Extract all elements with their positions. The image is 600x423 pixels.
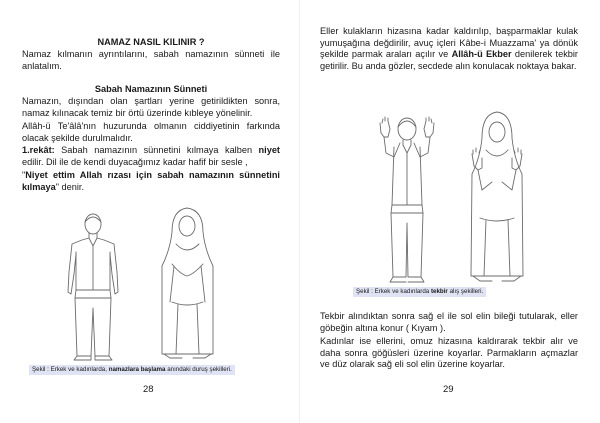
page-title: NAMAZ NASIL KILINIR ?: [97, 37, 205, 47]
caption-bold: tekbir: [430, 288, 448, 295]
allahu-ekber: Allâh-ü Ekber: [451, 49, 512, 60]
standing-man-illustration: [58, 212, 128, 362]
tekbir-paragraph: [320, 26, 578, 72]
caption-text-b: alış şekilleri.: [447, 288, 484, 295]
page-number: 29: [443, 384, 454, 395]
tekbir-text-b: denilerek tekbir getirilir. Bu anda gözler, secdede alın konulacak noktaya bakar.: [320, 49, 578, 71]
page-number: 28: [143, 384, 154, 395]
women-paragraph: Kadınlar ise ellerini, omuz hizasına kaldırarak tekbir alır ve daha sonra göğüsleri üzerine koyarlar. Parmakların açmazlar ve düz olarak sağ eli sol elin üzerine koyarlar.: [320, 336, 578, 370]
right-page: [300, 0, 600, 423]
caption-text-a: Şekil : Erkek ve kadınlarda,: [32, 366, 109, 373]
quote-bold: Niyet ettim Allah rızası için sabah namazının sünnetini kılmaya: [22, 170, 280, 192]
quote-close: " denir.: [55, 181, 85, 192]
figure-caption-tekbir: [353, 287, 486, 297]
rekat-label: 1.rekât:: [22, 145, 55, 155]
rekat-text-a: Sabah namazının sünnetini kılmaya kalben: [54, 145, 259, 155]
standing-woman-illustration: [150, 204, 225, 362]
rekat-text-b: edilir. Dil ile de kendi duyacağımız kadar hafif bir sesle ,: [22, 156, 248, 167]
man-tekbir-illustration: [372, 115, 442, 285]
preparation-paragraph: Namazın, dışından olan şartları yerine getirildikten sonra, namaz kılınacak temiz bir örtü üzerinde kıbleye yönelinir.: [22, 96, 280, 118]
caption-text-a: Şekil : Erkek ve kadınlarda: [356, 288, 431, 295]
quote-open: ": [22, 170, 26, 180]
intro-paragraph: Namaz kılmanın ayrıntılarını, sabah namazının sünneti ile anlatalım.: [22, 49, 280, 71]
tekbir-text-a: Eller kulakların hizasına kadar kaldırılıp, başparmaklar kulak yumuşağına değdirilir, avuç içleri Kâbe-i Muazzama' ya dönük şekilde parmak araları açılır ve: [320, 26, 578, 60]
niyet-word: niyet: [258, 145, 280, 155]
rekat-paragraph: [22, 145, 280, 168]
niyet-quote: [22, 170, 280, 193]
awareness-paragraph: Allâh-ü Te'âlâ'nın huzurunda olmanın ciddiyetinin farkında olacak şekilde durulmalıdır.: [22, 121, 280, 143]
figure-caption-standing: [29, 365, 235, 375]
section-title: Sabah Namazının Sünneti: [94, 84, 208, 94]
kiyam-paragraph: Tekbir alındıktan sonra sağ el ile sol elin bileği tutularak, eller göbeğin altına konur ( Kıyam ).: [320, 311, 578, 333]
woman-tekbir-illustration: [458, 108, 536, 286]
caption-text-b: anındaki duruş şekilleri.: [165, 366, 232, 373]
caption-bold: namazlara başlama: [108, 366, 166, 373]
